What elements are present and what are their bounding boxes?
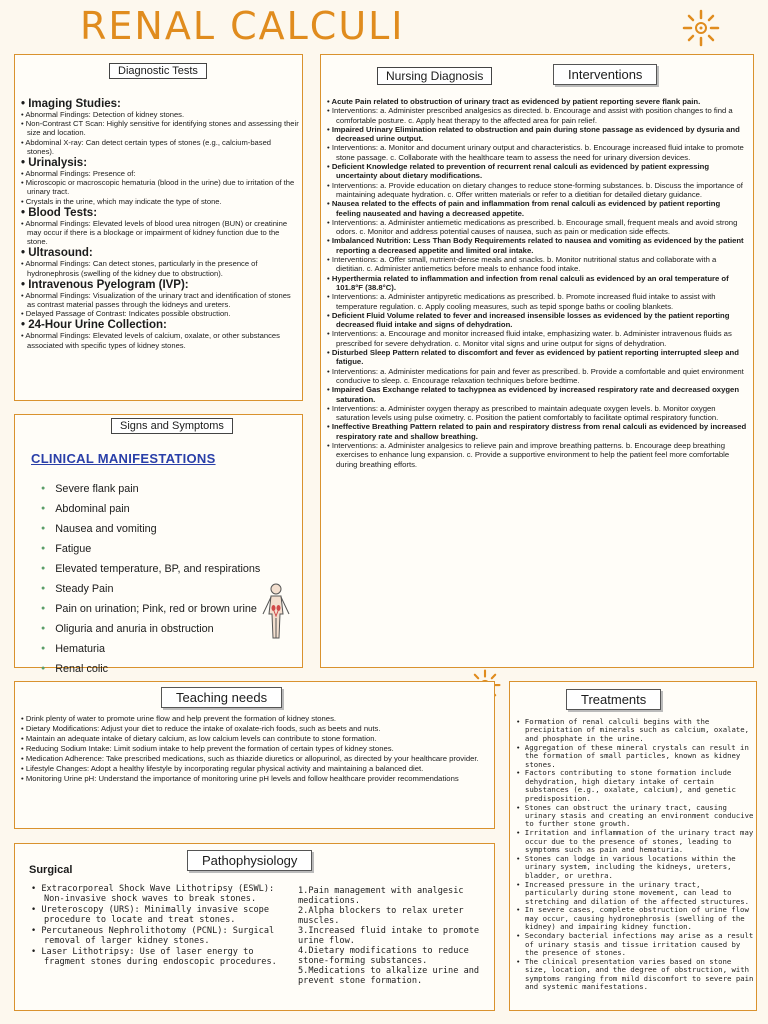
- teaching-item: • Monitoring Urine pH: Understand the importance of monitoring urine pH levels and follow healthcare provider recommendations: [21, 774, 491, 784]
- nursing-diagnosis-item: • Deficient Knowledge related to prevention of recurrent renal calculi as evidenced by patient expressing uncertainty about dietary modifications.: [327, 162, 747, 181]
- teaching-item: • Medication Adherence: Take prescribed medications, such as thiazide diuretics or allopurinol, as directed by your healthcare provider.: [21, 754, 491, 764]
- symptom-item: ● Pain on urination; Pink, red or brown urine: [41, 599, 260, 619]
- treatment-item: • Factors contributing to stone formation include dehydration, high dietary intake of certain substances (e.g., oxalate, calcium), and genetic predisposition.: [516, 769, 754, 803]
- symptom-item: ● Severe flank pain: [41, 479, 260, 499]
- nursing-diagnosis-item: • Deficient Fluid Volume related to fever and increased insensible losses as evidenced by the patient reporting decreased fluid intake and signs of dehydration.: [327, 311, 747, 330]
- treatment-item: • The clinical presentation varies based on stone size, location, and the degree of obstruction, with symptoms ranging from mild discomfort to severe pain and systemic manifestations.: [516, 958, 754, 992]
- teaching-list: [21, 714, 491, 784]
- diagnostic-item: • Abnormal Findings: Can detect stones, particularly in the presence of hydronephrosis (swelling of the kidney due to obstruction).: [21, 259, 299, 277]
- treatment-item: • Secondary bacterial infections may arise as a result of urinary stasis and tissue irritation caused by the presence of stones.: [516, 932, 754, 957]
- nursing-diagnosis-item: • Impaired Urinary Elimination related to obstruction and pain during stone passage as evidenced by dysuria and decreased urine output.: [327, 125, 747, 144]
- intervention-item: • Interventions: a. Administer antipyretic medications as prescribed. b. Promote increased fluid intake to assist with temperature regulation. c. Apply cooling measures, such as tepid sponge baths or cooling blankets.: [327, 292, 747, 311]
- diagnostic-tests-panel: [14, 54, 303, 401]
- diagnostic-item: • Microscopic or macroscopic hematuria (blood in the urine) due to irritation of the urinary tract.: [21, 178, 299, 196]
- nursing-diagnosis-item: • Acute Pain related to obstruction of urinary tract as evidenced by patient reporting severe flank pain.: [327, 97, 747, 106]
- pathophysiology-tab: Pathophysiology: [187, 850, 312, 871]
- signs-symptoms-tab: Signs and Symptoms: [111, 418, 233, 434]
- intervention-item: • Interventions: a. Monitor and document urinary output and characteristics. b. Encourage increased fluid intake to promote stone passage. c. Collaborate with the healthcare team to assess the need for urinary diversion devices.: [327, 143, 747, 162]
- treatments-panel: [509, 681, 757, 1011]
- nursing-diagnosis-item: • Imbalanced Nutrition: Less Than Body Requirements related to nausea and vomiting as evidenced by the patient reporting a decreased appetite and limited oral intake.: [327, 236, 747, 255]
- interventions-tab: Interventions: [553, 64, 657, 85]
- treatment-item: • In severe cases, complete obstruction of urine flow may occur, causing hydronephrosis (swelling of the kidney) and impairing kidney function.: [516, 906, 754, 931]
- pathophysiology-panel: [14, 843, 495, 1011]
- clinical-manifestations-heading: CLINICAL MANIFESTATIONS: [31, 451, 216, 466]
- symptom-item: ● Steady Pain: [41, 579, 260, 599]
- intervention-item: • Interventions: a. Offer small, nutrient-dense meals and snacks. b. Monitor nutritional status and collaborate with a dietitian. c. Administer antiemetics before meals to enhance food intake.: [327, 255, 747, 274]
- symptom-item: ● Oliguria and anuria in obstruction: [41, 619, 260, 639]
- medical-item: 3.Increased fluid intake to promote urine flow.: [298, 926, 480, 946]
- medical-item: 2.Alpha blockers to relax ureter muscles.: [298, 906, 464, 926]
- diagnostic-item: • Abnormal Findings: Elevated levels of blood urea nitrogen (BUN) or creatinine may occur if there is a blockage or impairment of kidney function due to the stone.: [21, 219, 299, 247]
- teaching-needs-tab: Teaching needs: [161, 687, 282, 708]
- treatments-list: [516, 718, 754, 992]
- nursing-diagnosis-panel: [320, 54, 754, 668]
- medical-item: 4.Dietary modifications to reduce stone-forming substances.: [298, 946, 469, 966]
- intervention-item: • Interventions: a. Administer medications for pain and fever as prescribed. b. Provide a comfortable and quiet environment conducive to sleep. c. Encourage relaxation techniques before bedtime.: [327, 367, 747, 386]
- intervention-item: • Interventions: a. Encourage and monitor increased fluid intake, emphasizing water. b. Administer intravenous fluids as prescribed for severe dehydration. c. Monitor vital signs and urine output for signs of dehydration.: [327, 329, 747, 348]
- nursing-list: [327, 97, 747, 469]
- treatment-item: • Stones can obstruct the urinary tract, causing urinary stasis and creating an environment conducive to further stone growth.: [516, 804, 754, 829]
- teaching-item: • Lifestyle Changes: Adopt a healthy lifestyle by incorporating regular physical activity and maintaining a balanced diet.: [21, 764, 491, 774]
- symptom-item: ● Elevated temperature, BP, and respirations: [41, 559, 260, 579]
- diagnostic-item: • Abnormal Findings: Detection of kidney stones.: [21, 110, 299, 119]
- teaching-item: • Reducing Sodium Intake: Limit sodium intake to help prevent the formation of certain types of kidney stones.: [21, 744, 491, 754]
- treatment-item: • Aggregation of these mineral crystals can result in the formation of small particles, known as kidney stones.: [516, 744, 754, 769]
- diagnostic-item: • Abdominal X-ray: Can detect certain types of stones (e.g., calcium-based stones).: [21, 138, 299, 156]
- symptom-item: ● Hematuria: [41, 639, 260, 659]
- teaching-needs-panel: [14, 681, 495, 829]
- treatment-item: • Stones can lodge in various locations within the urinary system, including the kidneys, ureters, bladder, or urethra.: [516, 855, 754, 880]
- intervention-item: • Interventions: a. Provide education on dietary changes to reduce stone-forming substances. b. Discuss the importance of maintaining adequate hydration. c. Offer written materials or refer to a dietitian for detailed dietary guidance.: [327, 181, 747, 200]
- diagnostic-item: • Abnormal Findings: Elevated levels of calcium, oxalate, or other substances associated with specific types of kidney stones.: [21, 331, 299, 349]
- surgical-heading: Surgical: [29, 864, 73, 876]
- symptom-item: ● Nausea and vomiting: [41, 519, 260, 539]
- diagnostic-item: • Abnormal Findings: Visualization of the urinary tract and identification of stones as contrast material passes through the kidneys and ureters.: [21, 291, 299, 309]
- teaching-item: • Maintain an adequate intake of dietary calcium, as low calcium levels can contribute to stone formation.: [21, 734, 491, 744]
- sun-icon: [681, 8, 721, 48]
- nursing-diagnosis-item: • Ineffective Breathing Pattern related to pain and respiratory distress from renal calculi as evidenced by increased respiratory rate and shallow breathing.: [327, 422, 747, 441]
- nursing-diagnosis-item: • Impaired Gas Exchange related to tachypnea as evidenced by increased respiratory rate and decreased oxygen saturation.: [327, 385, 747, 404]
- symptom-item: ● Renal colic: [41, 659, 260, 679]
- surgical-list: [31, 884, 285, 968]
- diagnostic-heading: • Intravenous Pyelogram (IVP):: [21, 279, 299, 291]
- diagnostic-list: [21, 97, 299, 350]
- medical-item: 5.Medications to alkalize urine and prevent stone formation.: [298, 966, 480, 986]
- body-figure-icon: [258, 582, 294, 642]
- surgical-item: • Ureteroscopy (URS): Minimally invasive scope procedure to locate and treat stones.: [31, 905, 285, 925]
- diagnostic-heading: • 24-Hour Urine Collection:: [21, 319, 299, 331]
- diagnostic-tests-tab: Diagnostic Tests: [109, 63, 207, 79]
- diagnostic-heading: • Urinalysis:: [21, 157, 299, 169]
- treatment-item: • Increased pressure in the urinary tract, particularly during stone movement, can lead to stretching and dilation of the affected structures.: [516, 881, 754, 906]
- surgical-item: • Percutaneous Nephrolithotomy (PCNL): Surgical removal of larger kidney stones.: [31, 926, 285, 946]
- surgical-item: • Laser Lithotripsy: Use of laser energy to fragment stones during endoscopic procedures.: [31, 947, 285, 967]
- diagnostic-heading: • Blood Tests:: [21, 207, 299, 219]
- symptom-item: ● Abdominal pain: [41, 499, 260, 519]
- treatments-tab: Treatments: [566, 689, 661, 710]
- nursing-diagnosis-item: • Hyperthermia related to inflammation and infection from renal calculi as evidenced by an oral temperature of 101.8°F (38.8°C).: [327, 274, 747, 293]
- nursing-diagnosis-tab: Nursing Diagnosis: [377, 67, 492, 85]
- diagnostic-heading: • Imaging Studies:: [21, 98, 299, 110]
- diagnostic-heading: • Ultrasound:: [21, 247, 299, 259]
- intervention-item: • Interventions: a. Administer analgesics to relieve pain and improve breathing patterns. b. Encourage deep breathing exercises to enhance lung expansion. c. Provide a supportive environment to help the patient feel more comfortable during breathing efforts.: [327, 441, 747, 469]
- nursing-diagnosis-item: • Nausea related to the effects of pain and inflammation from renal calculi as evidenced by patient reporting feeling nauseated and having a decreased appetite.: [327, 199, 747, 218]
- signs-list: [41, 479, 260, 699]
- page-title: RENAL CALCULI: [80, 4, 405, 48]
- medical-list: [298, 886, 488, 986]
- diagnostic-item: • Non-Contrast CT Scan: Highly sensitive for identifying stones and assessing their size and location.: [21, 119, 299, 137]
- diagnostic-item: • Abnormal Findings: Presence of:: [21, 169, 299, 178]
- diagnostic-item: • Crystals in the urine, which may indicate the type of stone.: [21, 197, 299, 206]
- symptom-item: ● Fatigue: [41, 539, 260, 559]
- nursing-diagnosis-item: • Disturbed Sleep Pattern related to discomfort and fever as evidenced by patient reporting interrupted sleep and fatigue.: [327, 348, 747, 367]
- treatment-item: • Irritation and inflammation of the urinary tract may occur due to the presence of stones, leading to symptoms such as pain and hematuria.: [516, 829, 754, 854]
- intervention-item: • Interventions: a. Administer prescribed analgesics as directed. b. Encourage and assist with position changes to find a comfortable posture. c. Apply heat therapy to the affected area for pain relief.: [327, 106, 747, 125]
- intervention-item: • Interventions: a. Administer oxygen therapy as prescribed to maintain adequate oxygen levels. b. Monitor oxygen saturation levels using pulse oximetry. c. Position the patient comfortably to facilitate optimal respiratory function.: [327, 404, 747, 423]
- diagnostic-item: • Delayed Passage of Contrast: Indicates possible obstruction.: [21, 309, 299, 318]
- surgical-item: • Extracorporeal Shock Wave Lithotripsy (ESWL): Non-invasive shock waves to break stones.: [31, 884, 285, 904]
- teaching-item: • Dietary Modifications: Adjust your diet to reduce the intake of oxalate-rich foods, such as beets and nuts.: [21, 724, 491, 734]
- intervention-item: • Interventions: a. Administer antiemetic medications as prescribed. b. Encourage small, frequent meals and avoid strong odors. c. Monitor and address potential causes of nausea, such as pain or medication side effects.: [327, 218, 747, 237]
- medical-item: 1.Pain management with analgesic medications.: [298, 886, 464, 906]
- teaching-item: • Drink plenty of water to promote urine flow and help prevent the formation of kidney stones.: [21, 714, 491, 724]
- treatment-item: • Formation of renal calculi begins with the precipitation of minerals such as calcium, oxalate, and phosphate in the urine.: [516, 718, 754, 743]
